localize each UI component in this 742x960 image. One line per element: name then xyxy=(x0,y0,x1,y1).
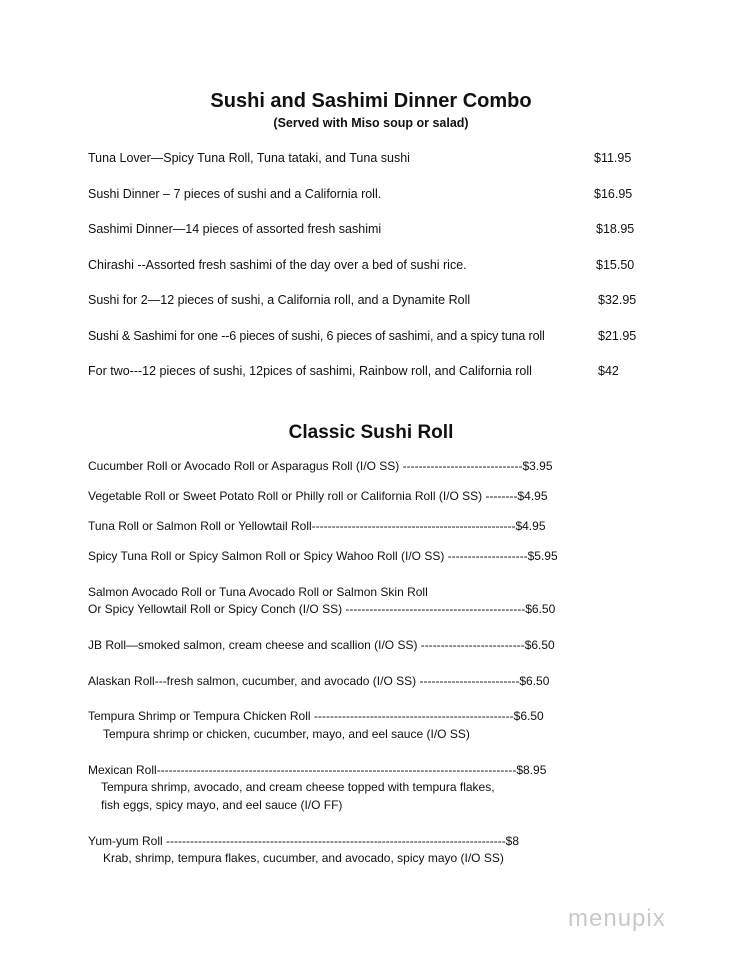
classic-roll-line: Or Spicy Yellowtail Roll or Spicy Conch (I/O SS) ---------------------------------------------$6.50 xyxy=(88,602,556,616)
combo-item-desc: Sushi & Sashimi for one --6 pieces of sushi, 6 pieces of sashimi, and a spicy tuna roll xyxy=(88,329,545,343)
combo-item-desc: Tuna Lover—Spicy Tuna Roll, Tuna tataki, and Tuna sushi xyxy=(88,151,410,165)
combo-subtitle: (Served with Miso soup or salad) xyxy=(273,116,469,130)
combo-item-price: $18.95 xyxy=(596,222,635,236)
classic-roll-line: Tempura shrimp or chicken, cucumber, mayo, and eel sauce (I/O SS) xyxy=(103,727,470,741)
classic-roll-line: Krab, shrimp, tempura flakes, cucumber, and avocado, spicy mayo (I/O SS) xyxy=(103,851,504,865)
classic-roll-line: Cucumber Roll or Avocado Roll or Asparagus Roll (I/O SS) ------------------------------$3.95 xyxy=(88,459,553,473)
classic-roll-line: Mexican Roll------------------------------------------------------------------------------------------$8.95 xyxy=(88,763,547,777)
combo-item-price: $15.50 xyxy=(596,258,635,272)
combo-item-desc: Sushi for 2—12 pieces of sushi, a California roll, and a Dynamite Roll xyxy=(88,293,471,307)
combo-item-desc: Chirashi --Assorted fresh sashimi of the day over a bed of sushi rice. xyxy=(88,258,467,272)
combo-item-price: $21.95 xyxy=(598,329,637,343)
classic-roll-line: Salmon Avocado Roll or Tuna Avocado Roll or Salmon Skin Roll xyxy=(88,585,428,599)
combo-item-price: $42 xyxy=(598,364,619,378)
classic-roll-line: JB Roll—smoked salmon, cream cheese and scallion (I/O SS) --------------------------$6.50 xyxy=(88,638,555,652)
classic-title: Classic Sushi Roll xyxy=(288,422,454,443)
menupix-watermark: menupix xyxy=(568,905,666,932)
classic-roll-line: Tuna Roll or Salmon Roll or Yellowtail Roll---------------------------------------------------$4.95 xyxy=(88,519,546,533)
combo-item-desc: Sashimi Dinner—14 pieces of assorted fresh sashimi xyxy=(88,222,382,236)
combo-title: Sushi and Sashimi Dinner Combo xyxy=(210,90,532,112)
classic-roll-line: fish eggs, spicy mayo, and eel sauce (I/O FF) xyxy=(101,798,343,812)
combo-item-desc: For two---12 pieces of sushi, 12pices of sashimi, Rainbow roll, and California roll xyxy=(88,364,532,378)
classic-roll-line: Yum-yum Roll -------------------------------------------------------------------------------------$8 xyxy=(88,834,520,848)
classic-roll-line: Spicy Tuna Roll or Spicy Salmon Roll or Spicy Wahoo Roll (I/O SS) --------------------$5.95 xyxy=(88,549,558,563)
combo-item-desc: Sushi Dinner – 7 pieces of sushi and a California roll. xyxy=(88,187,382,201)
combo-item-price: $32.95 xyxy=(598,293,637,307)
classic-roll-line: Alaskan Roll---fresh salmon, cucumber, and avocado (I/O SS) -------------------------$6.50 xyxy=(88,674,550,688)
classic-roll-line: Tempura shrimp, avocado, and cream cheese topped with tempura flakes, xyxy=(101,780,495,794)
classic-roll-line: Vegetable Roll or Sweet Potato Roll or Philly roll or California Roll (I/O SS) --------$4.95 xyxy=(88,489,548,503)
combo-item-price: $16.95 xyxy=(594,187,633,201)
classic-roll-line: Tempura Shrimp or Tempura Chicken Roll --------------------------------------------------$6.50 xyxy=(88,709,544,723)
combo-item-price: $11.95 xyxy=(594,151,632,165)
